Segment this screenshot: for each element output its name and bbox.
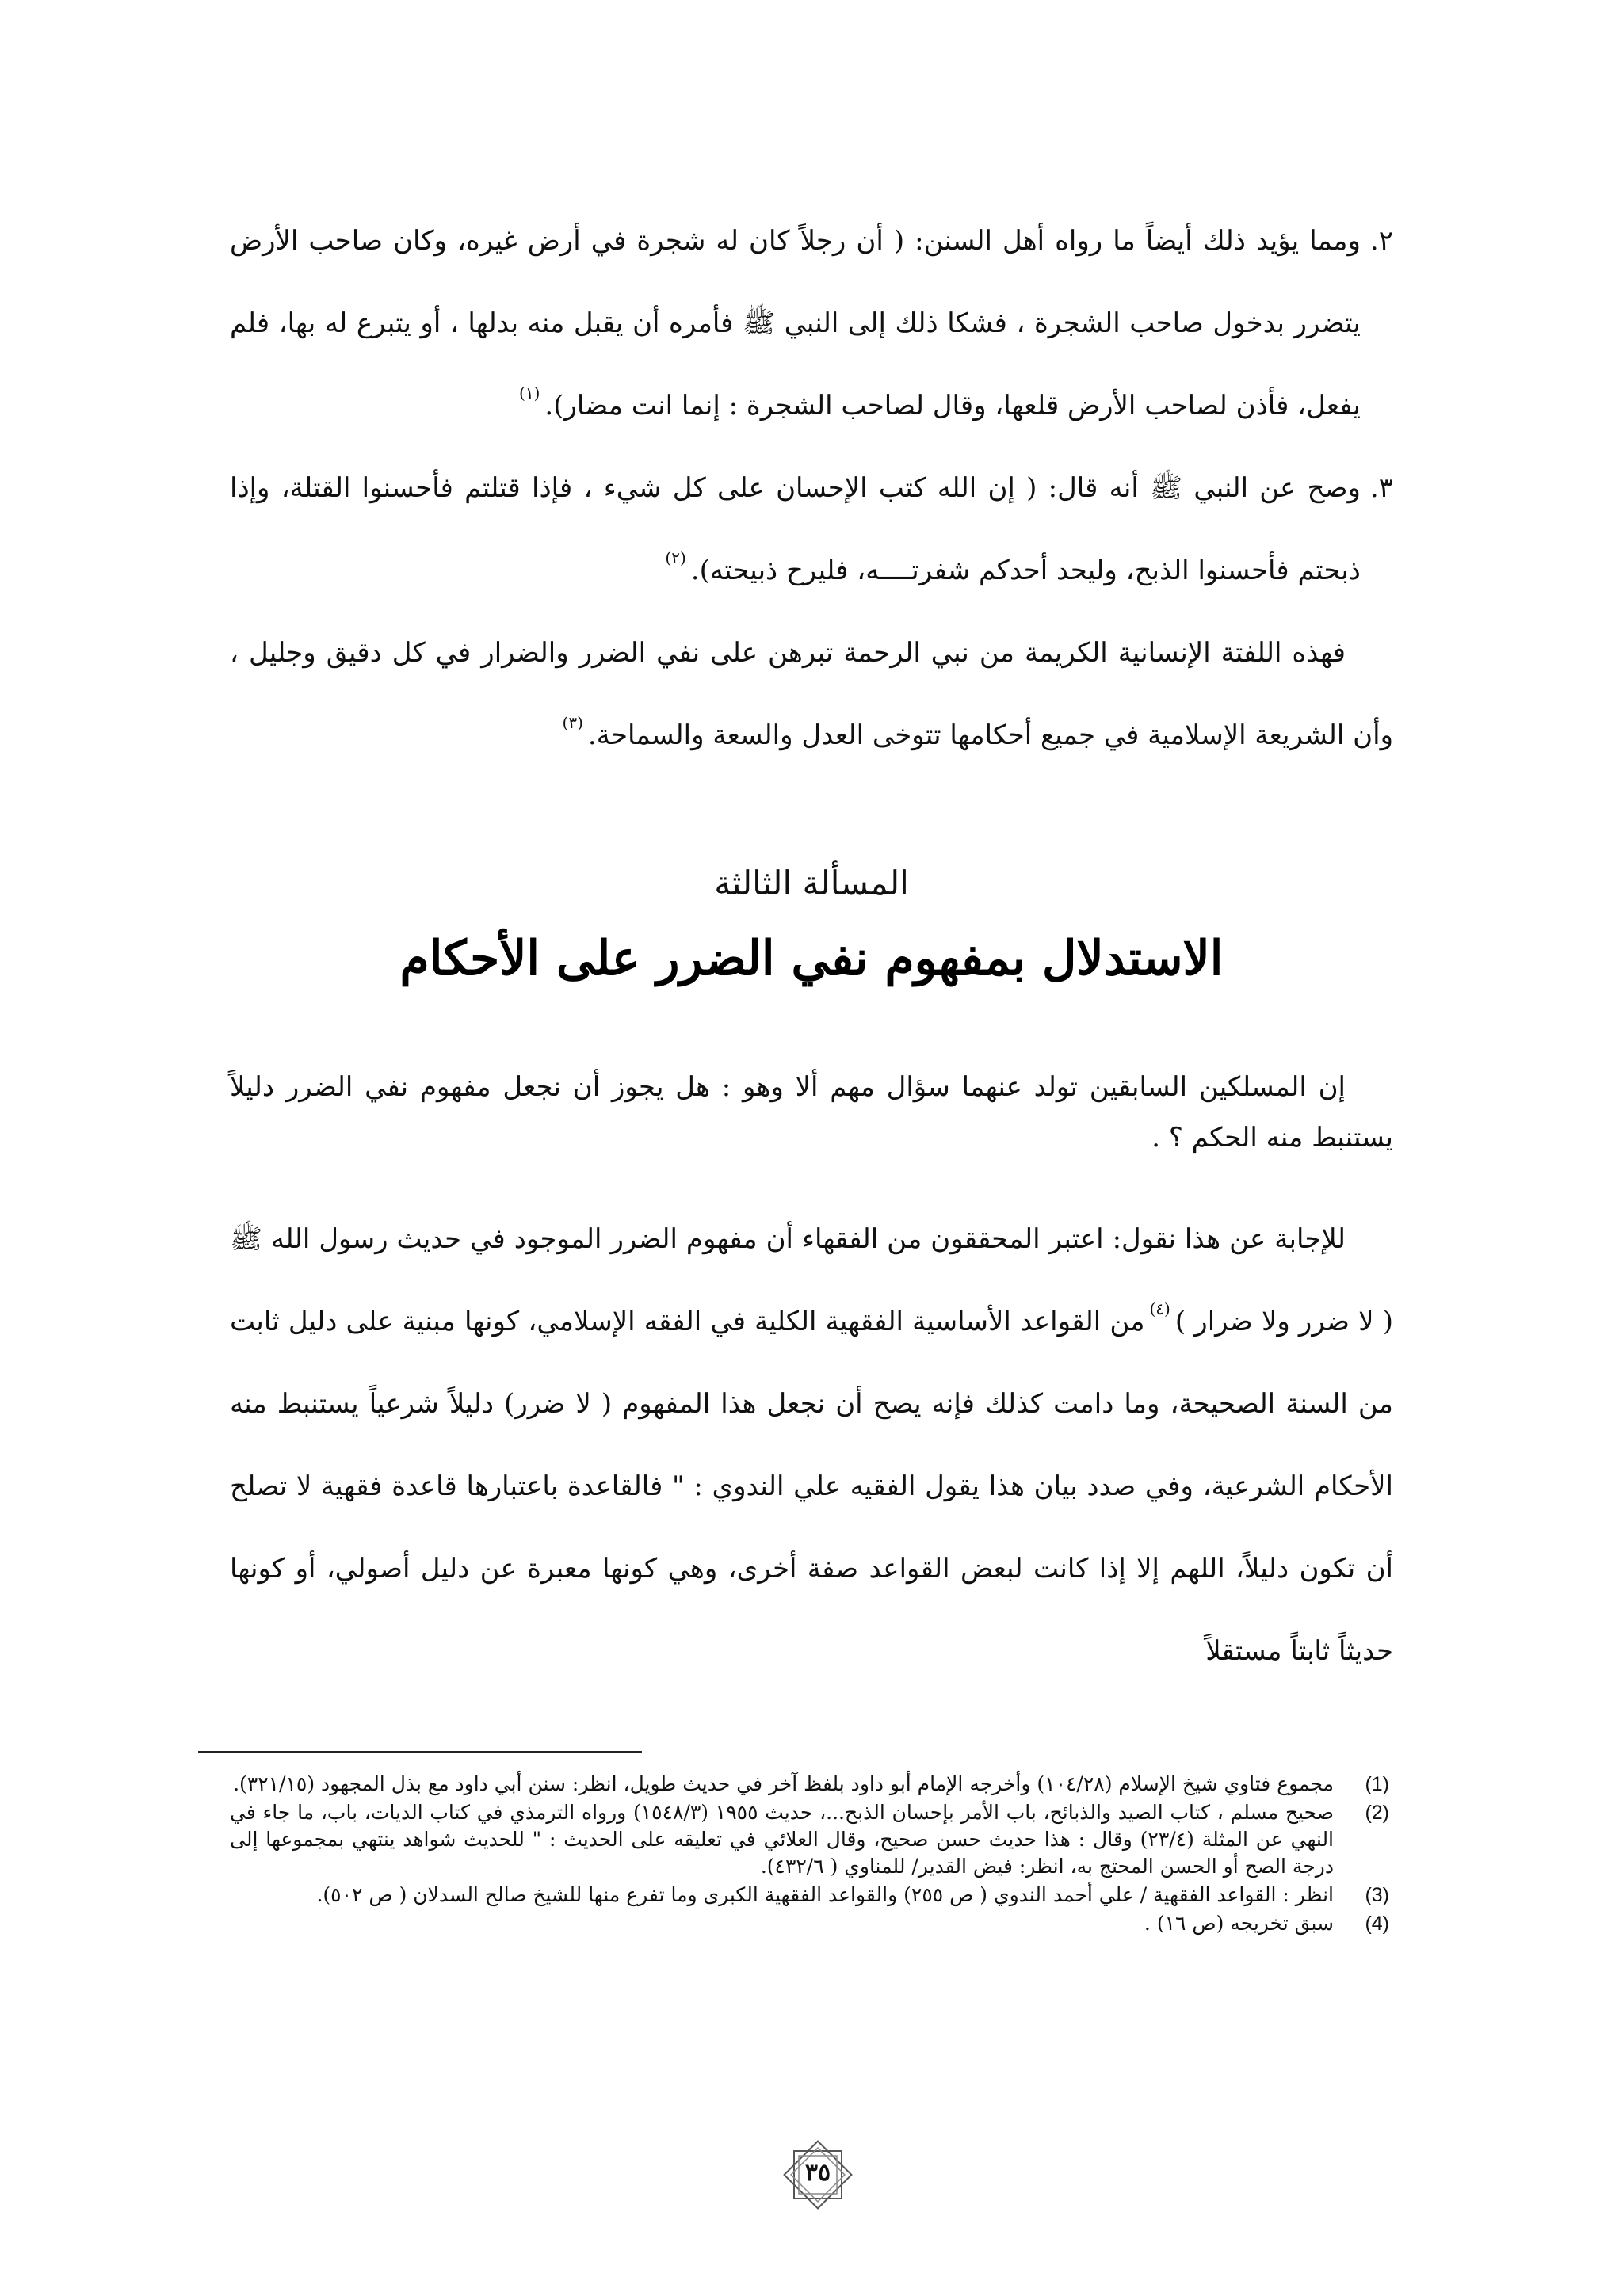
footnote-ref[interactable]: (٤)	[1149, 1299, 1170, 1318]
footnote-number: (1)	[1365, 1773, 1389, 1795]
item-text: ومما يؤيد ذلك أيضاً ما رواه أهل السنن: ( أن رجلاً كان له شجرة في أرض غيره، وكان صاحب الأرض يتضرر بدخول صاحب الشجرة ، فشكا ذلك إلى النبي ﷺ فأمره أن يقبل منه بدلها ، أو يتبرع له بها، فلم يفعل، فأذن لصاحب الأرض قلعها، وقال لصاحب الشجرة : إنما انت مضار).$^{(١)}$	[230, 225, 1361, 421]
footnote-number: (4)	[1365, 1913, 1389, 1935]
footnote-separator	[198, 1751, 642, 1753]
footnote-item	[230, 1910, 1389, 1937]
page-number: ٣٥	[804, 2159, 831, 2187]
footnote-number: (2)	[1365, 1802, 1389, 1824]
item-text: وصح عن النبي ﷺ أنه قال: ( إن الله كتب الإحسان على كل شيء ، فإذا قتلتم فأحسنوا القتلة، وإذا ذبحتم فأحسنوا الذبح، وليحد أحدكم شفرتــــه، فليرح ذبيحته).$^{(٢)}$	[230, 472, 1361, 586]
upper-text-block	[230, 200, 1393, 776]
item-number: ٣.	[1369, 472, 1393, 504]
list-item-3	[230, 447, 1393, 612]
footnotes	[230, 1771, 1389, 1939]
footnote-text: سبق تخريجه (ص ١٦) .	[1144, 1912, 1334, 1935]
item-number: ٢.	[1369, 225, 1393, 257]
section-label: المسألة الثالثة	[714, 864, 909, 902]
list-item-2	[230, 200, 1393, 447]
summary-paragraph: فهذه اللفتة الإنسانية الكريمة من نبي الرحمة تبرهن على نفي الضرر والضرار في كل دقيق وجليل ، وأن الشريعة الإسلامية في جميع أحكامها تتوخى العدل والسعة والسماحة.$^{(٣)}$	[230, 637, 1393, 751]
body-paragraph-2: للإجابة عن هذا نقول: اعتبر المحققون من الفقهاء أن مفهوم الضرر الموجود في حديث رسول الله ﷺ ( لا ضرر ولا ضرار )$^{(٤)}$من القواعد الأساسية الفقهية الكلية في الفقه الإسلامي، كونها مبنية على دليل ثابت من السنة الصحيحة، وما دامت كذلك فإنه يصح أن نجعل هذا المفهوم ( لا ضرر) دليلاً شرعياً يستنبط منه الأحكام الشرعية، وفي صدد بيان هذا يقول الفقيه علي الندوي : " فالقاعدة باعتبارها قاعدة فقهية لا تصلح أن تكون دليلاً، اللهم إلا إذا كانت لبعض القواعد صفة أخرى، وهي كونها معبرة عن دليل أصولي، أو كونها حديثاً ثابتاً مستقلاً	[230, 1223, 1394, 1667]
footnote-ref[interactable]: (٣)	[562, 713, 583, 732]
footnote-item	[230, 1799, 1389, 1880]
footnote-ref[interactable]: (١)	[519, 383, 540, 402]
footnote-number: (3)	[1365, 1884, 1389, 1906]
body-paragraph-1: إن المسلكين السابقين تولد عنهما سؤال مهم ألا وهو : هل يجوز أن نجعل مفهوم نفي الضرر دليلاً يستنبط منه الحكم ؟ .	[230, 1071, 1393, 1154]
page-number-ornament	[778, 2135, 857, 2214]
section-title: الاستدلال بمفهوم نفي الضرر على الأحكام	[399, 931, 1224, 986]
footnote-text: مجموع فتاوي شيخ الإسلام (١٠٤/٢٨) وأخرجه الإمام أبو داود بلفظ آخر في حديث طويل، انظر: سنن أبي داود مع بذل المجهود (٣٢١/١٥).	[233, 1772, 1334, 1795]
lower-text-block	[230, 1062, 1393, 1692]
footnote-item	[230, 1882, 1389, 1909]
footnote-text: صحيح مسلم ، كتاب الصيد والذبائح، باب الأمر بإحسان الذبح...، حديث ١٩٥٥ (١٥٤٨/٣) ورواه الترمذي في كتاب الديات، باب، ما جاء في النهي عن المثلة (٢٣/٤) وقال : هذا حديث حسن صحيح، وقال العلائي في تعليقه على الحديث : " للحديث شواهد ينتهي بمجموعها إلى درجة الصح أو الحسن المحتج به، انظر: فيض القدير/ للمناوي ( ٤٣٢/٦).	[230, 1801, 1335, 1878]
footnote-text: انظر : القواعد الفقهية / علي أحمد الندوي ( ص ٢٥٥) والقواعد الفقهية الكبرى وما تفرع منها للشيخ صالح السدلان ( ص ٥٠٢).	[316, 1883, 1334, 1906]
footnote-ref[interactable]: (٢)	[665, 548, 686, 567]
footnote-item	[230, 1771, 1389, 1798]
